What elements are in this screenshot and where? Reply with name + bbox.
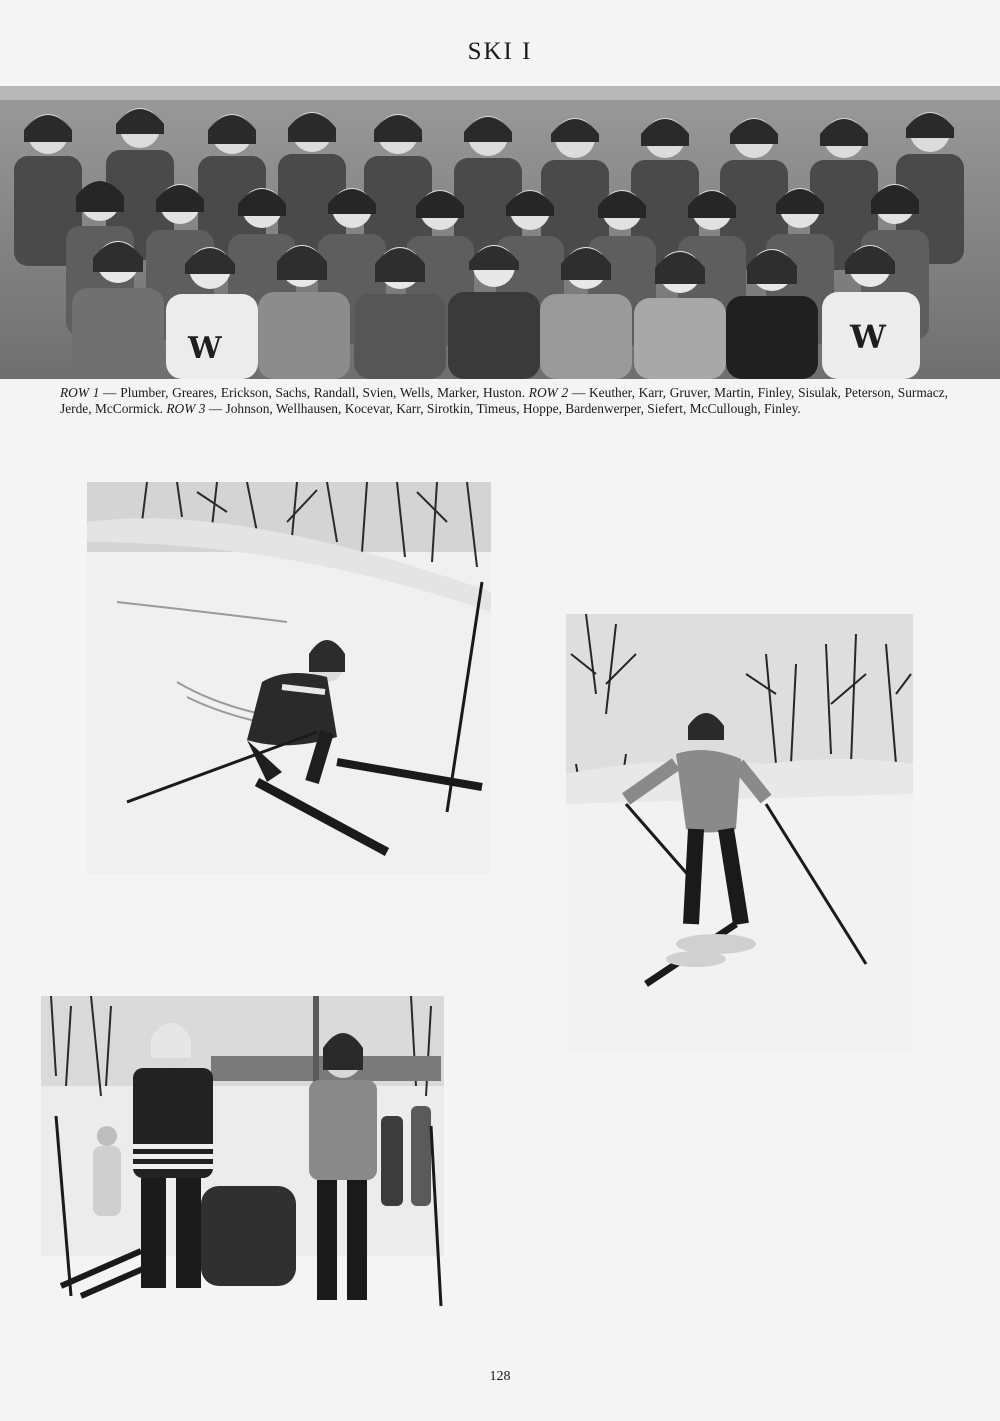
ski-lodge-group-photo <box>41 996 444 1321</box>
page-title: SKI I <box>467 38 533 65</box>
row-1-names: — Plumber, Greares, Erickson, Sachs, Randall, Svien, Wells, Marker, Huston. <box>99 385 529 400</box>
svg-text:W: W <box>188 331 222 366</box>
row-3-names: — Johnson, Wellhausen, Kocevar, Karr, Sirotkin, Timeus, Hoppe, Bardenwerper, Siefert, McCullough, Finley. <box>205 401 801 416</box>
kneeling-skier-photo <box>87 482 491 874</box>
kneeling-skier-photo-icon <box>87 482 491 874</box>
group-portrait-photo-icon <box>0 86 1000 379</box>
downhill-skier-photo <box>566 614 913 1053</box>
row-2-names: — Keuther, Karr, Gruver, Martin, Finley, Sisulak, Peterson, Surmacz, Jerde, McCormick. <box>60 385 948 416</box>
row-3-label: ROW 3 <box>166 401 206 416</box>
team-group-photo <box>0 86 1000 379</box>
ski-lodge-group-photo-icon <box>41 996 444 1321</box>
page-number: 128 <box>489 1369 511 1384</box>
row-2-label: ROW 2 <box>528 385 569 400</box>
svg-text:W: W <box>850 318 886 356</box>
team-roster-caption <box>60 385 948 417</box>
row-1-label: ROW 1 <box>60 385 100 400</box>
downhill-skier-photo-icon <box>566 614 913 1053</box>
